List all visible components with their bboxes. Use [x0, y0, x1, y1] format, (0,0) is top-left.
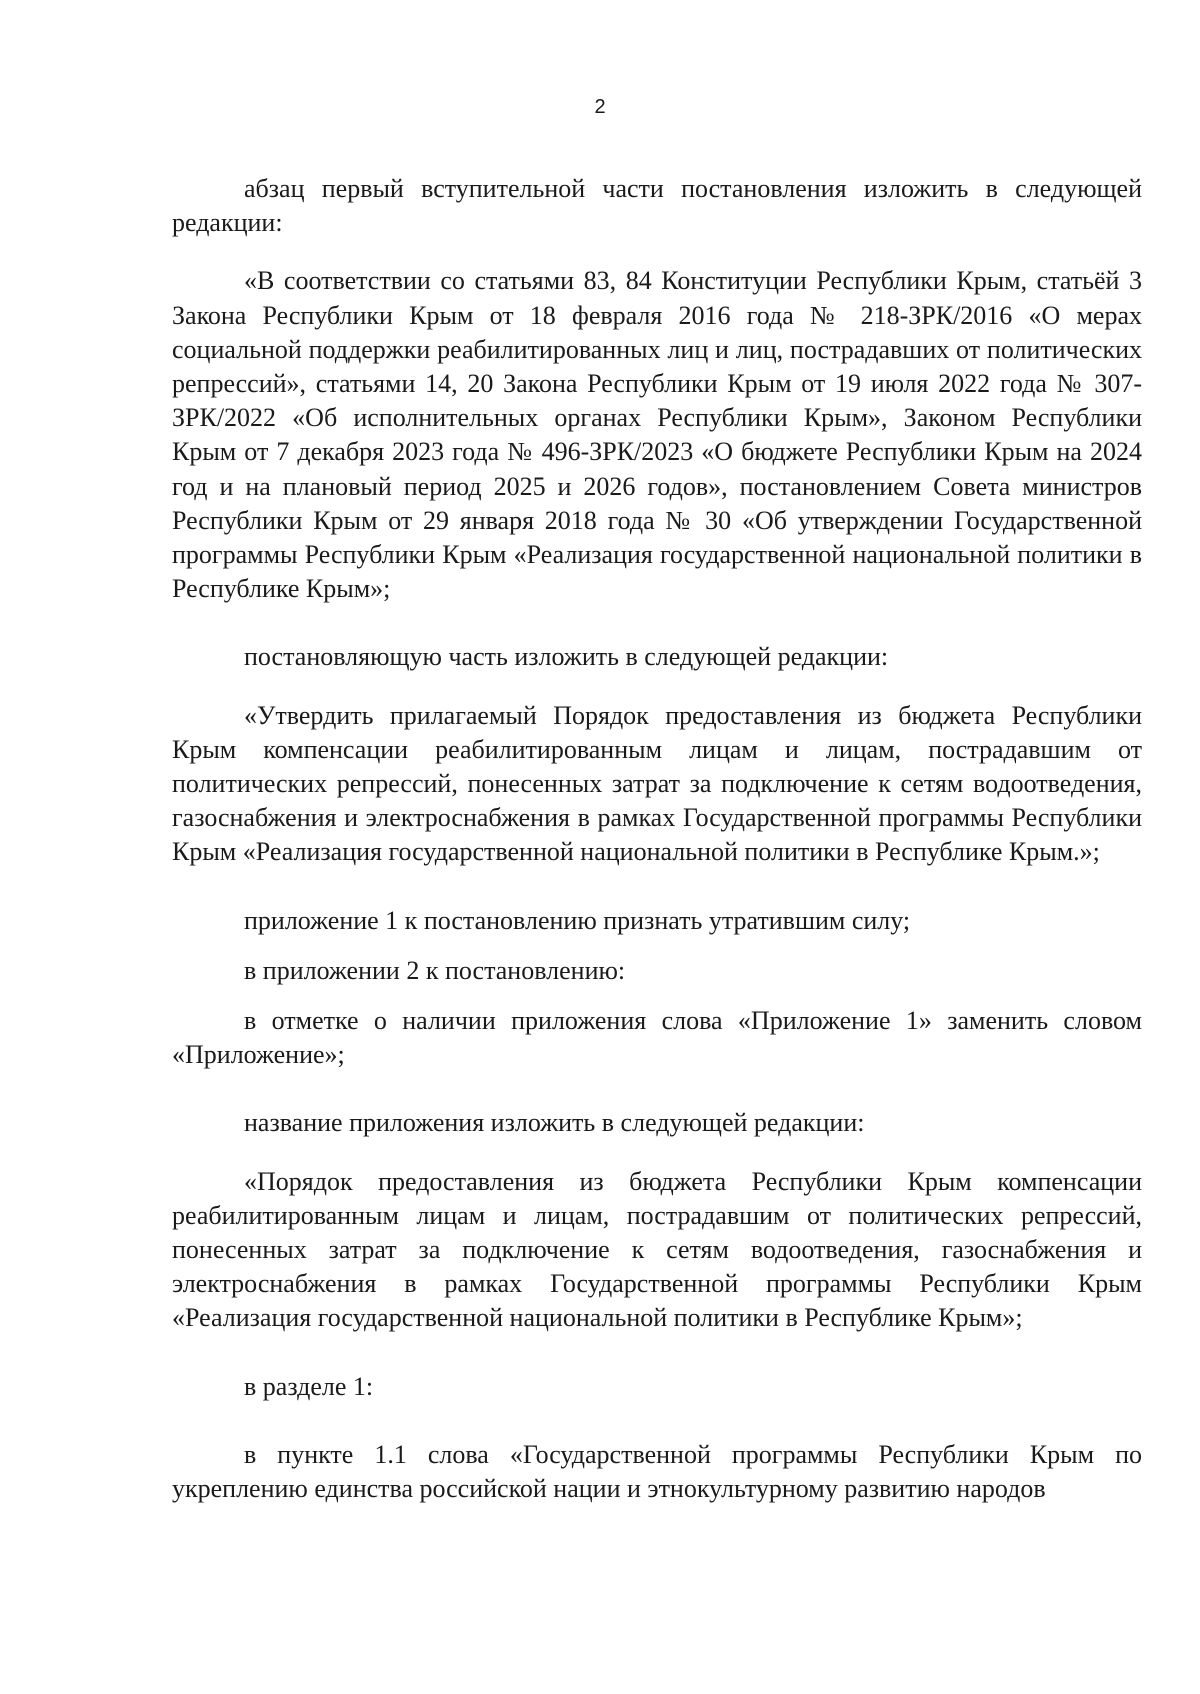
paragraph-annex-title-text: «Порядок предоставления из бюджета Республики Крым компенсации реабилитированным лицам и лицам, пострадавшим от политических репрессий, понесенных затрат за подключение к сетям водоотведения, газоснабжения и электроснабжения в рамках Государственной программы Республики Крым «Реализация государственной национальной политики в Республике Крым»; [172, 1166, 1142, 1333]
document-body [172, 172, 1142, 1506]
paragraph-annex-title-heading: название приложения изложить в следующей редакции: [244, 1108, 865, 1138]
paragraph-approve-order: «Утвердить прилагаемый Порядок предоставления из бюджета Республики Крым компенсации реабилитированным лицам и лицам, пострадавшим от политических репрессий, понесенных затрат за подключение к сетям водоотведения, газоснабжения и электроснабжения в рамках Государственной программы Республики Крым «Реализация государственной национальной политики в Республике Крым.»; [172, 700, 1142, 867]
paragraph-intro-amendment: абзац первый вступительной части постановления изложить в следующей редакции: [172, 174, 1142, 238]
paragraph-preamble-text: «В соответствии со статьями 83, 84 Конституции Республики Крым, статьёй 3 Закона Республики Крым от 18 февраля 2016 года № 218-ЗРК/2016 «О мерах социальной поддержки реабилитированных лиц и лиц, пострадавших от политических репрессий», статьями 14, 20 Закона Республики Крым от 19 июля 2022 года № 307-ЗРК/2022 «Об исполнительных органах Республики Крым», Законом Республики Крым от 7 декабря 2023 года № 496-ЗРК/2023 «О бюджете Республики Крым на 2024 год и на плановый период 2025 и 2026 годов», постановлением Совета министров Республики Крым от 29 января 2018 года № 30 «Об утверждении Государственной программы Республики Крым «Реализация государственной национальной политики в Республике Крым»; [172, 266, 1142, 604]
paragraph-operative-part-heading: постановляющую часть изложить в следующей редакции: [244, 642, 889, 672]
page-number: 2 [594, 96, 606, 118]
paragraph-annex-mark: в отметке о наличии приложения слова «Приложение 1» заменить словом «Приложение»; [172, 1006, 1142, 1070]
paragraph-clause-1-1: в пункте 1.1 слова «Государственной программы Республики Крым по укреплению единства российской нации и этнокультурному развитию народов [172, 1439, 1142, 1504]
paragraph-section-1: в разделе 1: [244, 1371, 374, 1401]
paragraph-annex-1-void: приложение 1 к постановлению признать утратившим силу; [244, 905, 911, 935]
paragraph-annex-2: в приложении 2 к постановлению: [244, 955, 626, 985]
